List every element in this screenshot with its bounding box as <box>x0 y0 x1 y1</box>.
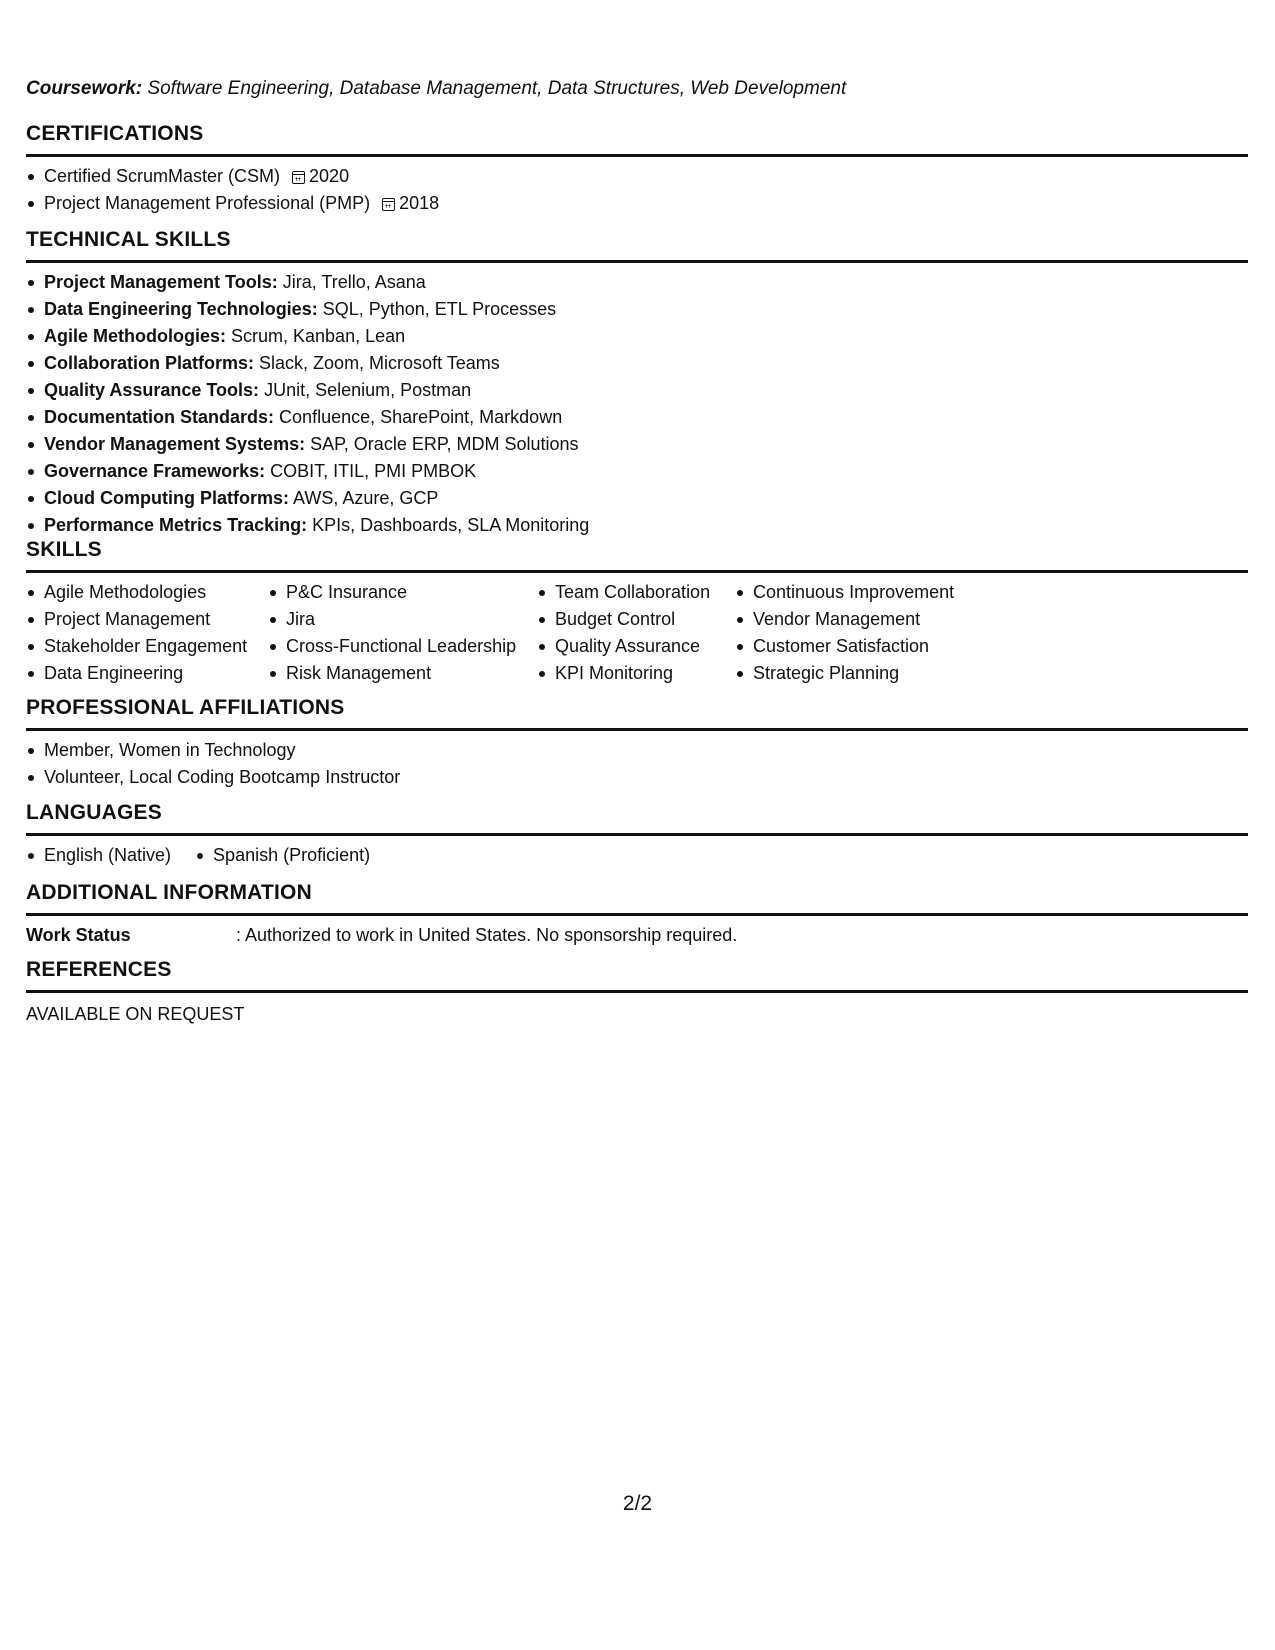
skills-column <box>26 579 268 687</box>
affiliations-list <box>26 737 1248 791</box>
skill-item: Project Management <box>26 606 268 633</box>
technical-skill-item: Quality Assurance Tools: JUnit, Selenium, Postman <box>26 377 1248 404</box>
work-status-label: Work Status <box>26 925 131 945</box>
page-number: 2/2 <box>622 1492 653 1515</box>
affiliations-section <box>26 694 1248 791</box>
technical-skill-item: Vendor Management Systems: SAP, Oracle ERP, MDM Solutions <box>26 431 1248 458</box>
references-text: AVAILABLE ON REQUEST <box>26 1004 245 1024</box>
language-item: English (Native) <box>26 842 171 869</box>
skill-item: Continuous Improvement <box>735 579 995 606</box>
work-status-value: : Authorized to work in United States. No sponsorship required. <box>236 925 738 945</box>
technical-skill-item: Governance Frameworks: COBIT, ITIL, PMI PMBOK <box>26 458 1248 485</box>
affiliation-item: Member, Women in Technology <box>26 737 1248 764</box>
skill-item: Strategic Planning <box>735 660 995 687</box>
languages-list <box>26 842 1248 869</box>
skill-item: Agile Methodologies <box>26 579 268 606</box>
skills-grid <box>26 579 1248 687</box>
calendar-icon <box>382 198 395 211</box>
certifications-heading: CERTIFICATIONS <box>26 122 204 145</box>
certifications-section <box>26 120 1248 217</box>
skill-item: Vendor Management <box>735 606 995 633</box>
technical-skills-section <box>26 226 1248 539</box>
skills-section <box>26 536 1248 687</box>
coursework-line <box>26 78 846 100</box>
section-divider <box>26 260 1248 263</box>
calendar-icon <box>292 171 305 184</box>
skill-item: Data Engineering <box>26 660 268 687</box>
section-divider <box>26 990 1248 993</box>
technical-skill-item: Documentation Standards: Confluence, SharePoint, Markdown <box>26 404 1248 431</box>
skill-item: Quality Assurance <box>537 633 735 660</box>
additional-info-section <box>26 879 1248 949</box>
certification-year: 2020 <box>309 166 350 186</box>
skill-item: Jira <box>268 606 537 633</box>
work-status-row <box>26 922 1248 949</box>
languages-section <box>26 799 1248 869</box>
technical-skills-heading: TECHNICAL SKILLS <box>26 228 231 251</box>
language-item: Spanish (Proficient) <box>195 842 370 869</box>
skill-item: Stakeholder Engagement <box>26 633 268 660</box>
skill-item: Risk Management <box>268 660 537 687</box>
section-divider <box>26 728 1248 731</box>
section-divider <box>26 570 1248 573</box>
affiliation-item: Volunteer, Local Coding Bootcamp Instructor <box>26 764 1248 791</box>
skills-column <box>735 579 995 687</box>
certification-year: 2018 <box>399 193 440 213</box>
skill-item: P&C Insurance <box>268 579 537 606</box>
skills-column <box>268 579 537 687</box>
additional-info-heading: ADDITIONAL INFORMATION <box>26 881 312 904</box>
skills-column <box>537 579 735 687</box>
references-heading: REFERENCES <box>26 958 172 981</box>
skill-item: Team Collaboration <box>537 579 735 606</box>
skill-item: Budget Control <box>537 606 735 633</box>
technical-skill-item: Agile Methodologies: Scrum, Kanban, Lean <box>26 323 1248 350</box>
technical-skills-list <box>26 269 1248 539</box>
references-section <box>26 956 1248 1028</box>
coursework-value: Software Engineering, Database Management, Data Structures, Web Development <box>147 78 847 99</box>
languages-heading: LANGUAGES <box>26 801 162 824</box>
technical-skill-item: Project Management Tools: Jira, Trello, Asana <box>26 269 1248 296</box>
technical-skill-item: Collaboration Platforms: Slack, Zoom, Microsoft Teams <box>26 350 1248 377</box>
section-divider <box>26 913 1248 916</box>
skill-item: Customer Satisfaction <box>735 633 995 660</box>
certifications-list <box>26 163 1248 217</box>
coursework-label: Coursework: <box>26 78 143 99</box>
skill-item: Cross-Functional Leadership <box>268 633 537 660</box>
section-divider <box>26 154 1248 157</box>
technical-skill-item: Cloud Computing Platforms: AWS, Azure, GCP <box>26 485 1248 512</box>
certification-item: Certified ScrumMaster (CSM) 2020 <box>26 163 1248 190</box>
skills-heading: SKILLS <box>26 538 102 561</box>
certification-item: Project Management Professional (PMP) 2018 <box>26 190 1248 217</box>
technical-skill-item: Performance Metrics Tracking: KPIs, Dashboards, SLA Monitoring <box>26 512 1248 539</box>
skill-item: KPI Monitoring <box>537 660 735 687</box>
affiliations-heading: PROFESSIONAL AFFILIATIONS <box>26 696 345 719</box>
technical-skill-item: Data Engineering Technologies: SQL, Python, ETL Processes <box>26 296 1248 323</box>
section-divider <box>26 833 1248 836</box>
